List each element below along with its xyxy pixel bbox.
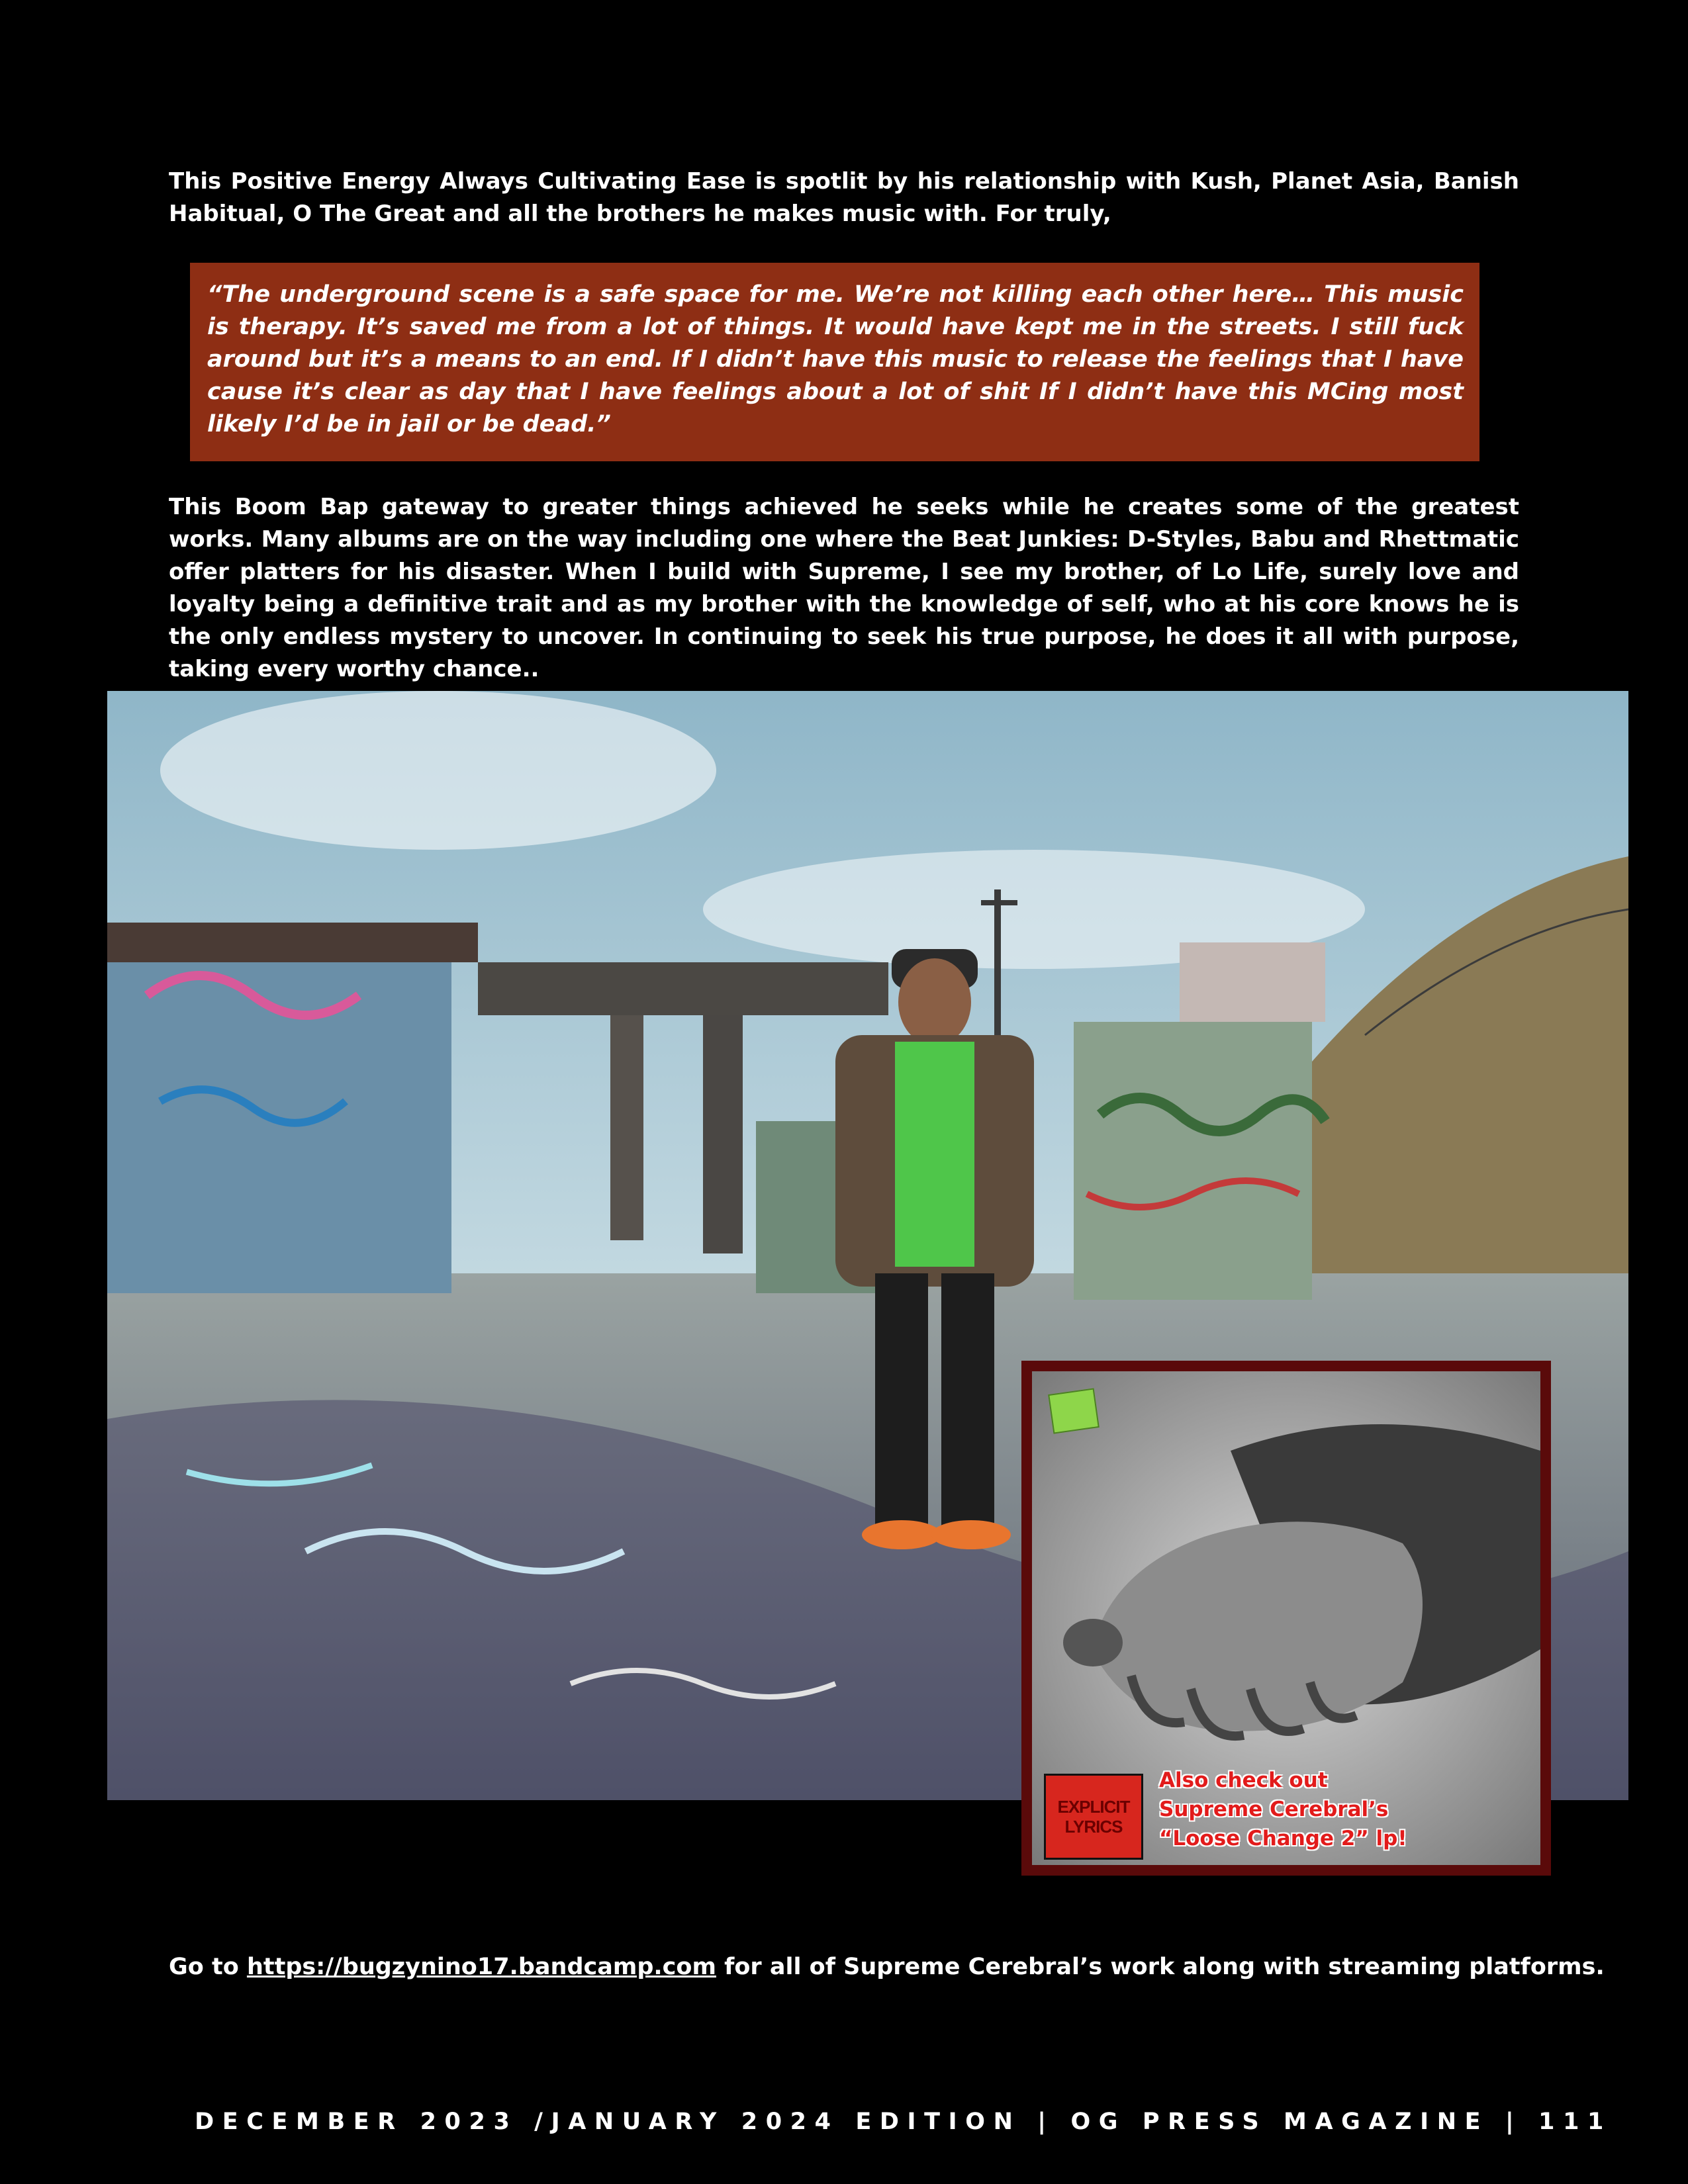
album-cover-inset <box>1021 1361 1551 1876</box>
pull-quote-box <box>190 263 1479 461</box>
promo-line-1: Also check out <box>1159 1768 1328 1792</box>
callout-suffix: for all of Supreme Cerebral’s work along with streaming platforms. <box>724 1954 1605 1980</box>
pull-quote-text: “The underground scene is a safe space for me. We’re not killing each other here… This music is therapy. It’s saved me from a lot of things. It would have kept me in the streets. I still fuck around but it’s a means to an end. If I didn’t have this music to release the feelings that I have cause it’s clear as day that I have feelings about a lot of shit If I didn’t have this MCing most likely I’d be in jail or be dead.” <box>207 281 1464 437</box>
bandcamp-link[interactable]: https://bugzynino17.bandcamp.com <box>246 1954 716 1980</box>
callout-prefix: Go to <box>169 1954 239 1980</box>
parental-advisory-label <box>1044 1774 1143 1860</box>
promo-line-2: Supreme Cerebral’s <box>1159 1797 1389 1821</box>
page-footer-folio: DECEMBER 2023 /JANUARY 2024 EDITION | OG PRESS MAGAZINE | 111 <box>195 2109 1612 2135</box>
advisory-line-1: EXPLICIT <box>1057 1797 1130 1817</box>
article-paragraph-intro: This Positive Energy Always Cultivating Ease is spotlit by his relationship with Kush, Planet Asia, Banish Habitual, O The Great and all the brothers he makes music with. For truly, <box>169 168 1519 227</box>
promo-line-3: “Loose Change 2” lp! <box>1159 1827 1407 1850</box>
price-sticker <box>1048 1388 1100 1433</box>
album-promo-text <box>1159 1766 1411 1853</box>
bandcamp-callout <box>169 1954 1605 1980</box>
article-paragraph-body: This Boom Bap gateway to greater things achieved he seeks while he creates some of the greatest works. Many albums are on the way including one where the Beat Junkies: D-Styles, Babu and Rhettmatic offer platters for his disaster. When I build with Supreme, I see my brother, of Lo Life, surely love and loyalty being a definitive trait and as my brother with the knowledge of self, who at his core knows he is the only endless mystery to uncover. In continuing to seek his true purpose, he does it all with purpose, taking every worthy chance.. <box>169 494 1519 682</box>
advisory-line-2: LYRICS <box>1064 1817 1123 1837</box>
